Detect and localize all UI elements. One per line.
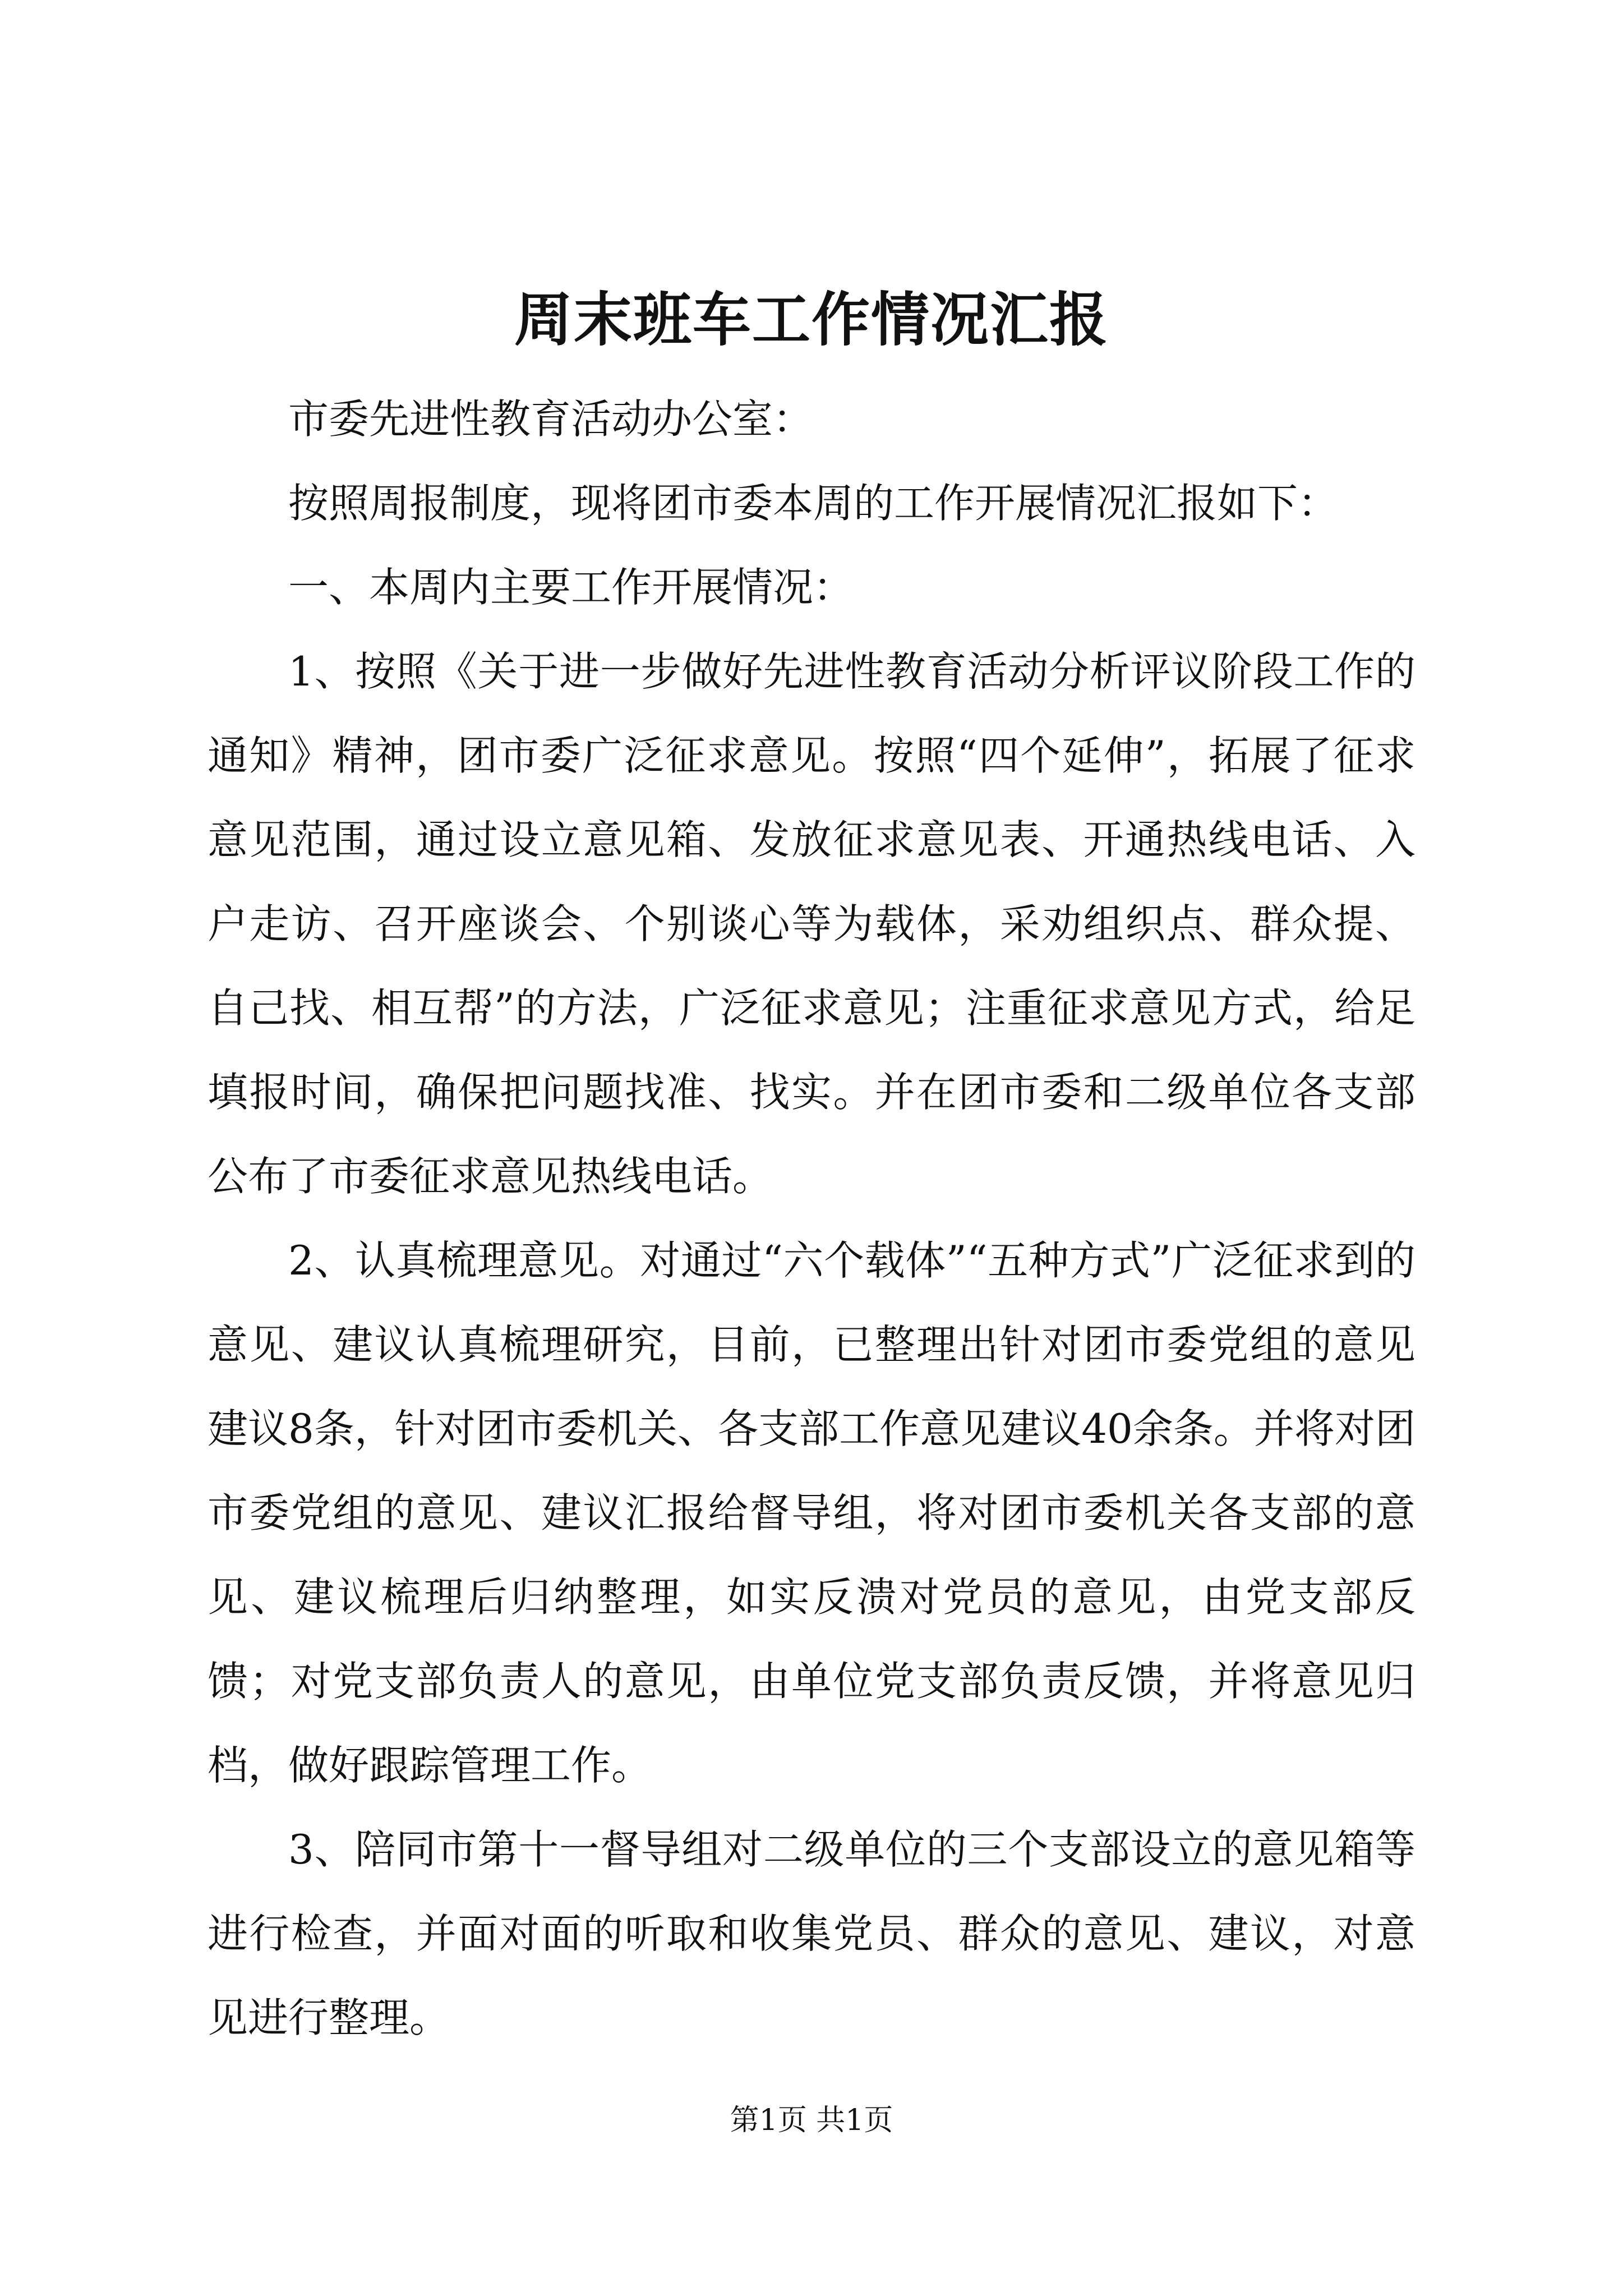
intro-paragraph: 按照周报制度，现将团市委本周的工作开展情况汇报如下： [288,480,1339,527]
item-3-paragraph: 3、陪同市第十一督导组对二级单位的三个支部设立的意见箱等进行检查，并面对面的听取和收集党员、群众的意见、建议，对意见进行整理。 [208,1826,1415,2041]
page-footer: 第1页 共1页 [730,2104,893,2137]
section-heading: 一、本周内主要工作开展情况： [288,564,854,611]
salutation: 市委先进性教育活动办公室： [288,395,814,443]
item-1-paragraph: 1、按照《关于进一步做好先进性教育活动分析评议阶段工作的通知》精神，团市委广泛征求意见。按照“四个延伸”，拓展了征求意见范围，通过设立意见箱、发放征求意见表、开通热线电话、入户走访、召开座谈会、个别谈心等为载体，采劝组织点、群众提、自己找、相互帮”的方法，广泛征求意见；注重征求意见方式，给足填报时间，确保把问题找准、找实。并在团市委和二级单位各支部公布了市委征求意见热线电话。 [208,648,1415,1200]
document-body [208,377,1415,2060]
document-title: 周末班车工作情况汇报 [514,285,1109,354]
item-2-paragraph: 2、认真梳理意见。对通过“六个载体”“五种方式”广泛征求到的意见、建议认真梳理研究，目前，已整理出针对团市委党组的意见建议8条，针对团市委机关、各支部工作意见建议40余条。并将对团市委党组的意见、建议汇报给督导组，将对团市委机关各支部的意见、建议梳理后归纳整理，如实反溃对党员的意见，由党支部反馈；对党支部负责人的意见，由单位党支部负责反馈，并将意见归档，做好跟踪管理工作。 [208,1237,1415,1789]
